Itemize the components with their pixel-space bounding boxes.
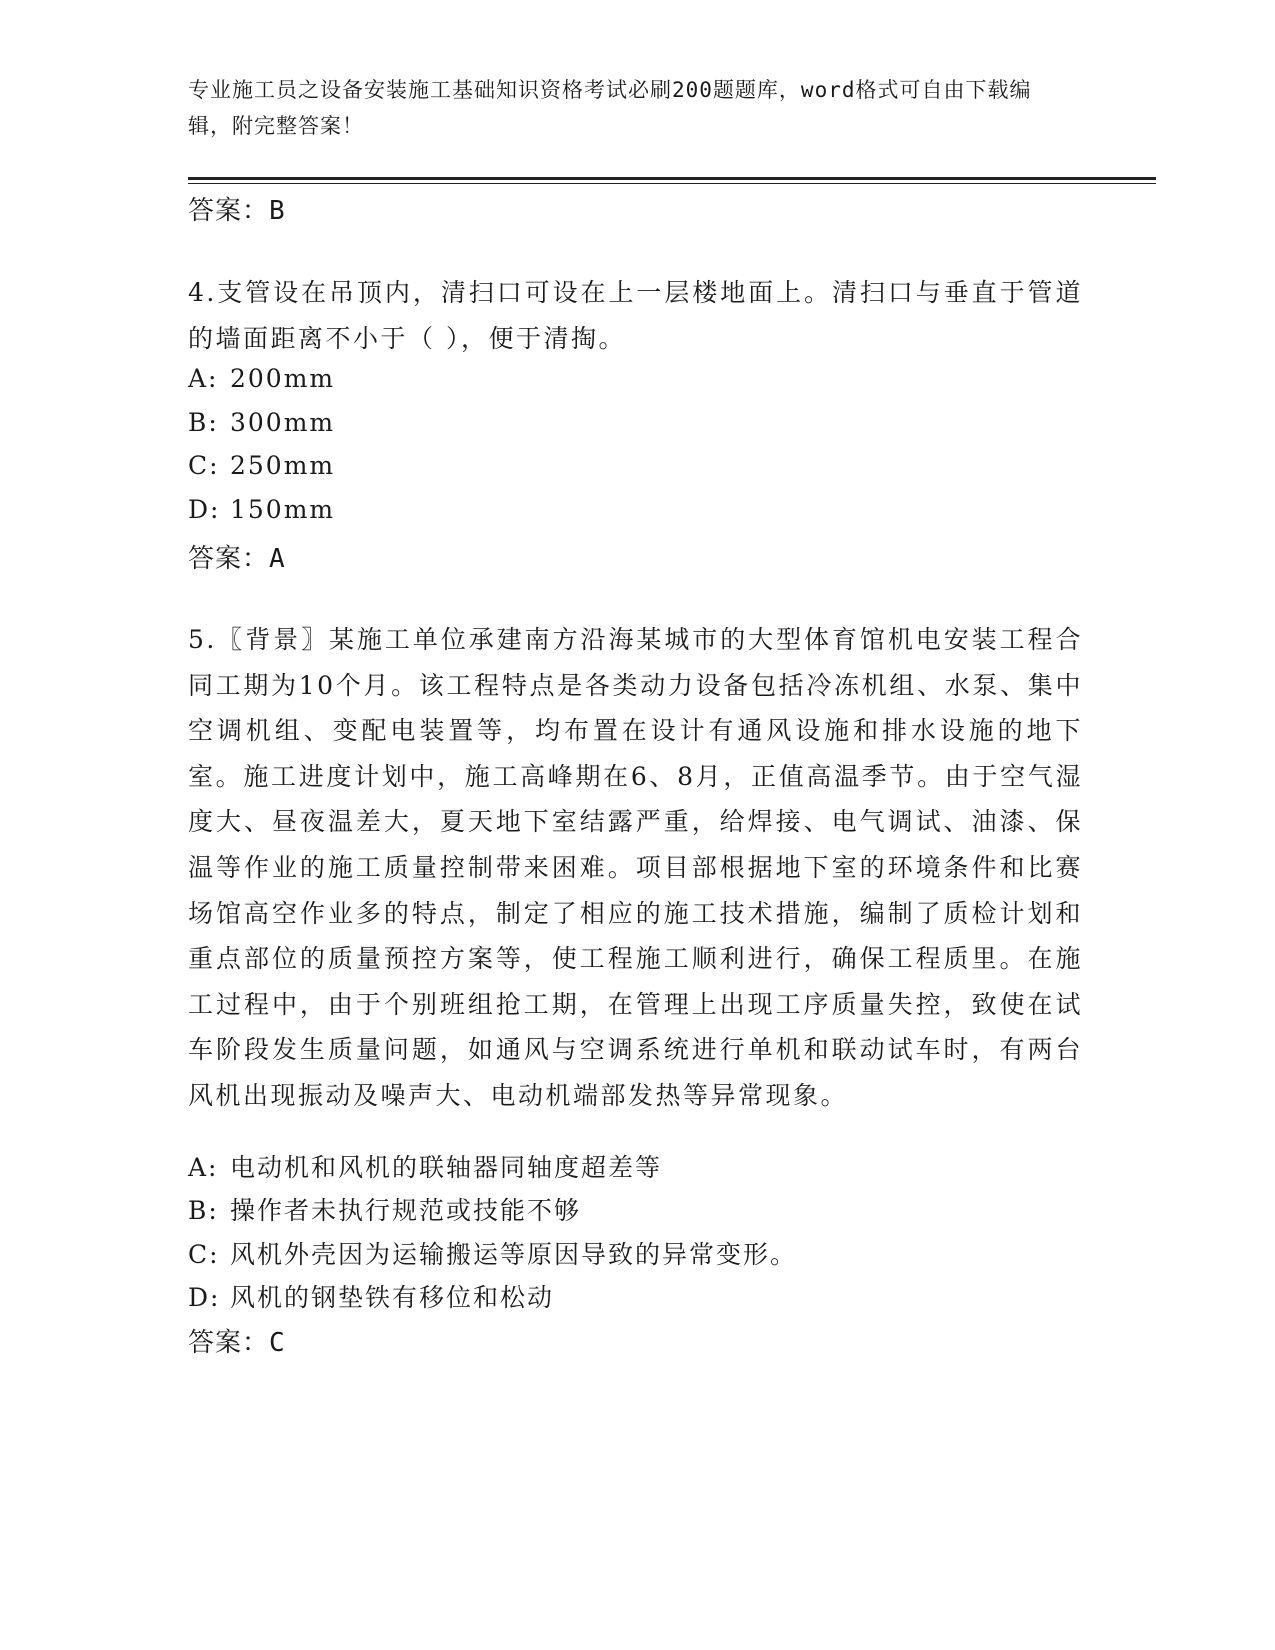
option-text: 300mm (230, 408, 336, 437)
option-label: A: (188, 1153, 219, 1182)
option-label: D: (188, 1283, 221, 1312)
option-text: 风机的钢垫铁有移位和松动 (230, 1283, 555, 1312)
question-4-option-c (188, 451, 335, 480)
question-5-option-a (188, 1148, 662, 1184)
option-text: 250mm (230, 451, 336, 480)
option-text: 操作者未执行规范或技能不够 (230, 1196, 582, 1225)
question-4-text: 4.支管设在吊顶内，清扫口可设在上一层楼地面上。清扫口与垂直于管道的墙面距离不小于（ ），便于清掏。 (188, 278, 1083, 353)
option-label: B: (188, 408, 219, 437)
option-text: 150mm (230, 495, 336, 524)
question-4-option-d (188, 495, 335, 524)
question-5-answer: 答案：C (188, 1328, 286, 1358)
header-divider-thick (188, 177, 1156, 180)
option-text: 电动机和风机的联轴器同轴度超差等 (230, 1153, 663, 1182)
question-5-option-c (188, 1235, 797, 1271)
question-5-text: 5.〖背景〗某施工单位承建南方沿海某城市的大型体育馆机电安装工程合同工期为10个月。该工程特点是各类动力设备包括冷冻机组、水泵、集中空调机组、变配电装置等，均布置在设计有通风设施和排水设施的地下室。施工进度计划中，施工高峰期在6、8月，正值高温季节。由于空气湿度大、昼夜温差大，夏天地下室结露严重，给焊接、电气调试、油漆、保温等作业的施工质量控制带来困难。项目部根据地下室的环境条件和比赛场馆高空作业多的特点，制定了相应的施工技术措施，编制了质检计划和重点部位的质量预控方案等，使工程施工顺利进行，确保工程质里。在施工过程中，由于个别班组抢工期，在管理上出现工序质量失控，致使在试车阶段发生质量问题，如通风与空调系统进行单机和联动试车时，有两台风机出现振动及噪声大、电动机端部发热等异常现象。 (188, 625, 1083, 1110)
answer-previous-question: 答案：B (188, 196, 286, 226)
header-divider-thin (188, 183, 1156, 184)
option-text: 200mm (230, 364, 336, 393)
option-text: 风机外壳因为运输搬运等原因导致的异常变形。 (230, 1240, 798, 1269)
option-label: A: (188, 364, 219, 393)
question-5-option-b (188, 1191, 581, 1227)
option-label: C: (188, 1240, 220, 1269)
question-5-option-d (188, 1278, 554, 1314)
option-label: C: (188, 451, 220, 480)
question-4-option-b (188, 408, 335, 437)
question-4-option-a (188, 364, 335, 393)
question-4-answer: 答案：A (188, 544, 286, 574)
option-label: B: (188, 1196, 219, 1225)
document-header-title: 专业施工员之设备安装施工基础知识资格考试必刷200题题库，word格式可自由下载编辑，附完整答案！ (188, 78, 1032, 138)
option-label: D: (188, 495, 221, 524)
